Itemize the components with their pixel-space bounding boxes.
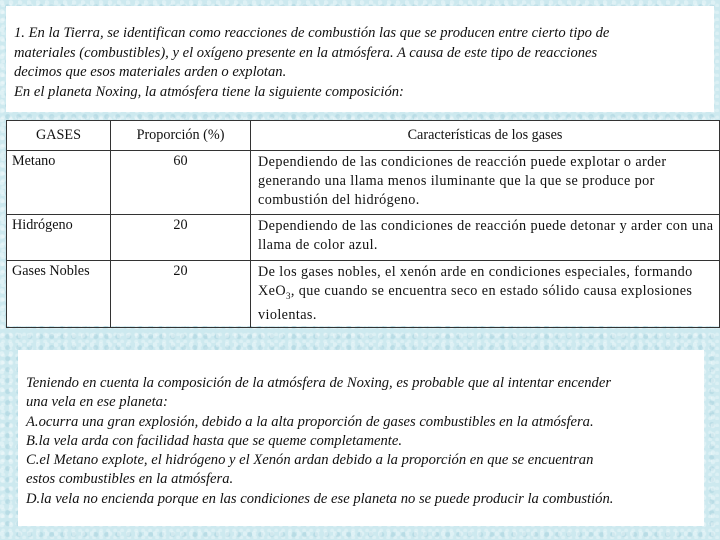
gas-proportion: 20 <box>111 261 251 328</box>
gas-name: Gases Nobles <box>7 261 111 328</box>
gas-composition-table-panel <box>6 120 720 326</box>
question-stem: una vela en ese planeta: <box>26 394 168 411</box>
intro-line: materiales (combustibles), y el oxígeno presente en la atmósfera. A causa de este tipo de reacciones <box>14 44 598 61</box>
intro-panel <box>6 6 714 112</box>
question-panel <box>18 350 704 526</box>
table-row <box>7 151 720 215</box>
gas-name: Metano <box>7 151 111 215</box>
option-c: C.el Metano explote, el hidrógeno y el Xenón ardan debido a la proporción en que se encuentran <box>26 452 594 469</box>
header-gases: GASES <box>7 121 111 151</box>
gas-proportion: 20 <box>111 215 251 261</box>
option-d: D.la vela no encienda porque en las condiciones de ese planeta no se puede producir la combustión. <box>26 490 614 507</box>
header-features: Características de los gases <box>251 121 720 151</box>
gas-name: Hidrógeno <box>7 215 111 261</box>
table-header-row <box>7 121 720 151</box>
header-proportion: Proporción (%) <box>111 121 251 151</box>
gas-features <box>251 261 720 328</box>
table-row <box>7 261 720 328</box>
intro-line: 1. En la Tierra, se identifican como reacciones de combustión las que se producen entre cierto tipo de <box>14 25 610 41</box>
gas-features: Dependiendo de las condiciones de reacción puede detonar y arder con una llama de color azul. <box>251 215 720 261</box>
gas-proportion: 60 <box>111 151 251 215</box>
gas-features: Dependiendo de las condiciones de reacción puede explotar o arder generando una llama menos iluminante que la que se produce por combustión del hidrógeno. <box>251 151 720 215</box>
option-a: A.ocurra una gran explosión, debido a la alta proporción de gases combustibles en la atmósfera. <box>26 413 594 430</box>
question-stem: Teniendo en cuenta la composición de la atmósfera de Noxing, es probable que al intentar encender <box>26 375 611 391</box>
gas-composition-table <box>6 120 720 328</box>
table-row <box>7 215 720 261</box>
option-c-continued: estos combustibles en la atmósfera. <box>26 471 234 488</box>
intro-line: decimos que esos materiales arden o explotan. <box>14 64 287 80</box>
option-b: B.la vela arda con facilidad hasta que se queme completamente. <box>26 432 402 449</box>
gas-features-text: , que cuando se encuentra seco en estado sólido causa explosiones violentas. <box>258 283 693 323</box>
subscript: 3 <box>286 290 291 301</box>
intro-line: En el planeta Noxing, la atmósfera tiene la siguiente composición: <box>14 83 404 100</box>
gas-features-text: De los gases nobles, el xenón arde en condiciones especiales, formando XeO <box>258 264 693 299</box>
